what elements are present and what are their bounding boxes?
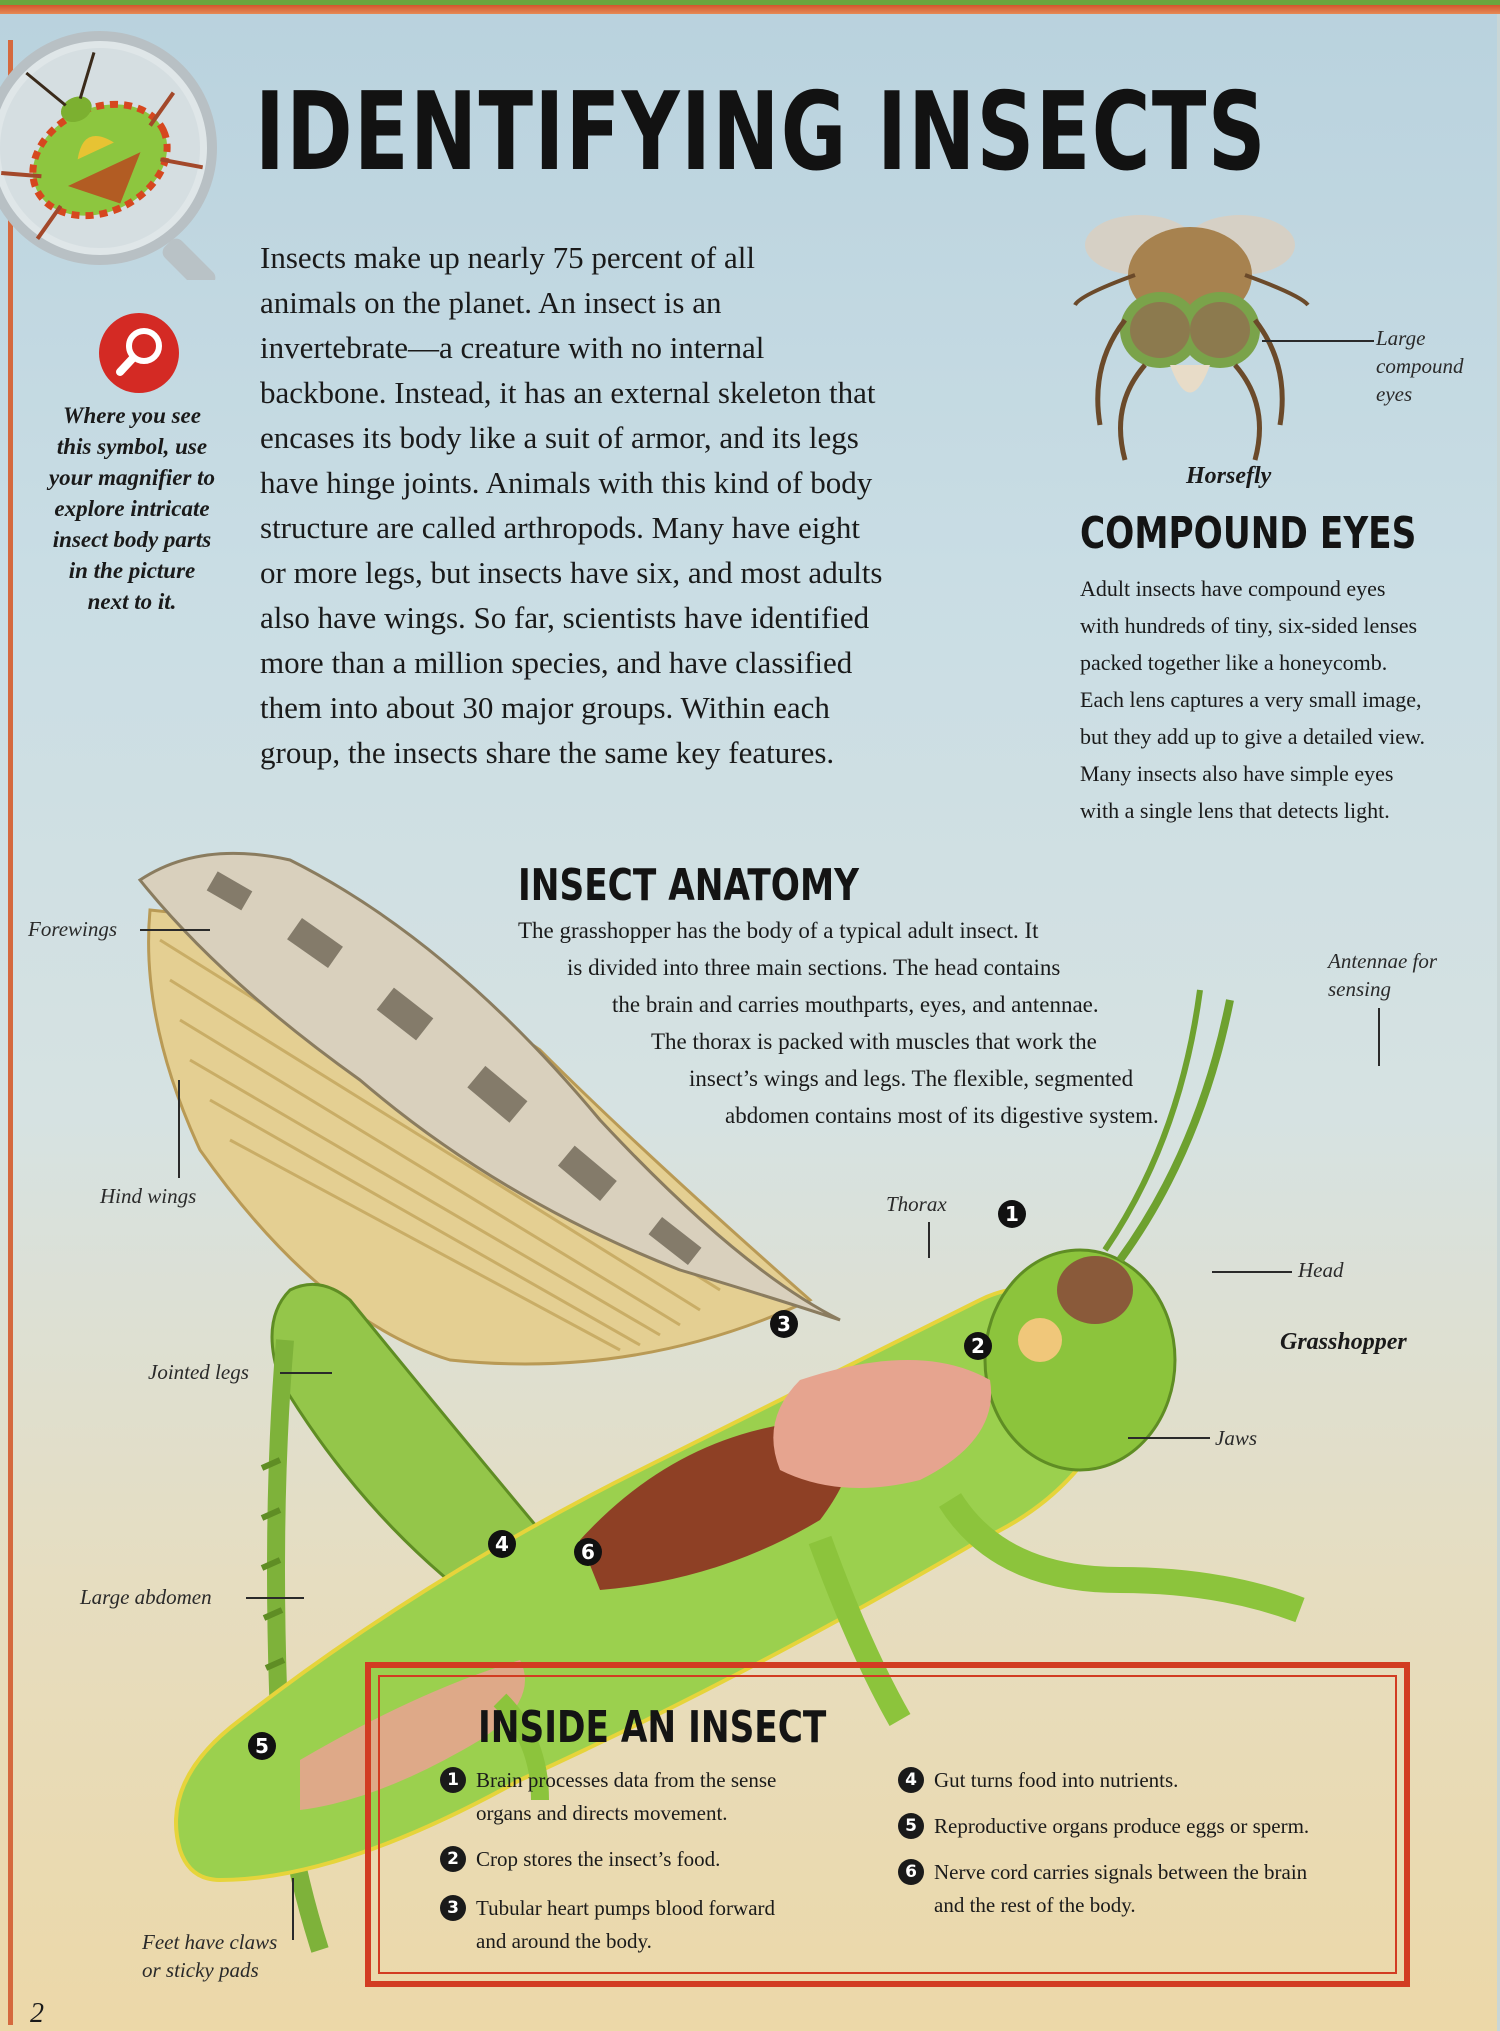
inside-item-4	[898, 1764, 1388, 1797]
antennae-label-line: Antennae for	[1328, 949, 1438, 973]
intro-line: have hinge joints. Animals with this kind of body	[260, 465, 873, 500]
magnifier-note	[22, 400, 242, 617]
eye-label-line: eyes	[1376, 382, 1413, 406]
feet-label	[142, 1928, 277, 1984]
forewings-label: Forewings	[28, 917, 118, 941]
eye-label-leader	[1262, 340, 1374, 342]
marker-4: 4	[495, 1532, 509, 1556]
item-number: 5	[898, 1813, 924, 1839]
magnifier-bug-image	[0, 30, 232, 280]
grasshopper-caption: Grasshopper	[1280, 1329, 1407, 1355]
inside-item-3	[440, 1892, 880, 1958]
item-number: 1	[440, 1767, 466, 1793]
thorax-leader	[928, 1222, 930, 1258]
compound-line: Adult insects have compound eyes	[1080, 576, 1386, 601]
inside-item-6	[898, 1856, 1388, 1922]
top-frame-stripe	[0, 0, 1500, 14]
marker-5: 5	[255, 1734, 269, 1758]
magnifier-icon	[98, 312, 180, 394]
intro-paragraph	[260, 235, 1020, 775]
intro-line: more than a million species, and have classified	[260, 645, 853, 680]
intro-line: also have wings. So far, scientists have identified	[260, 600, 870, 635]
item-line: Brain processes data from the sense	[476, 1768, 777, 1792]
item-number: 3	[440, 1895, 466, 1921]
head-leader	[1212, 1271, 1292, 1273]
antennae-label-line: sensing	[1328, 977, 1391, 1001]
compound-line: with a single lens that detects light.	[1080, 798, 1390, 823]
feet-label-line: or sticky pads	[142, 1958, 259, 1982]
compound-line: but they add up to give a detailed view.	[1080, 724, 1425, 749]
note-line: Where you see	[63, 403, 201, 428]
item-number: 4	[898, 1767, 924, 1793]
eye-label	[1376, 324, 1464, 408]
intro-line: invertebrate—a creature with no internal	[260, 330, 765, 365]
feet-label-line: Feet have claws	[142, 1930, 278, 1954]
note-line: insect body parts	[52, 527, 212, 552]
item-line: and around the body.	[476, 1929, 652, 1953]
compound-eyes-heading: COMPOUND EYES	[1080, 508, 1417, 559]
hind-wings-leader	[178, 1080, 180, 1178]
compound-line: Each lens captures a very small image,	[1080, 687, 1422, 712]
intro-line: animals on the planet. An insect is an	[260, 285, 722, 320]
jointed-legs-label: Jointed legs	[148, 1360, 249, 1384]
item-line: Tubular heart pumps blood forward	[476, 1896, 776, 1920]
thorax-label: Thorax	[886, 1192, 947, 1216]
left-frame-stripe	[8, 40, 13, 2025]
note-line: next to it.	[87, 589, 177, 614]
anatomy-line: is divided into three main sections. The head contains	[567, 955, 1061, 980]
eye-label-line: compound	[1376, 354, 1464, 378]
item-line: and the rest of the body.	[934, 1893, 1136, 1917]
item-line: Crop stores the insect’s food.	[476, 1847, 721, 1871]
jointed-legs-leader	[280, 1372, 332, 1374]
inside-item-5	[898, 1810, 1388, 1843]
intro-line: structure are called arthropods. Many have eight	[260, 510, 860, 545]
item-line: organs and directs movement.	[476, 1801, 728, 1825]
intro-line: them into about 30 major groups. Within each	[260, 690, 830, 725]
marker-3: 3	[777, 1312, 791, 1336]
antennae-leader	[1378, 1008, 1380, 1066]
large-abdomen-leader	[246, 1597, 304, 1599]
forewings-leader	[140, 929, 210, 931]
intro-line: encases its body like a suit of armor, and its legs	[260, 420, 859, 455]
compound-line: with hundreds of tiny, six-sided lenses	[1080, 613, 1418, 638]
page-number: 2	[30, 1998, 44, 2029]
insect-anatomy-heading: INSECT ANATOMY	[518, 860, 859, 911]
marker-6: 6	[581, 1540, 595, 1564]
antennae-label	[1328, 947, 1437, 1003]
intro-line: or more legs, but insects have six, and most adults	[260, 555, 883, 590]
compound-eyes-text	[1080, 570, 1490, 829]
feet-leader	[292, 1878, 294, 1940]
item-number: 6	[898, 1859, 924, 1885]
marker-1: 1	[1005, 1202, 1019, 1226]
inside-item-1	[440, 1764, 880, 1830]
item-number: 2	[440, 1846, 466, 1872]
inside-an-insect-heading: INSIDE AN INSECT	[478, 1702, 827, 1753]
compound-line: Many insects also have simple eyes	[1080, 761, 1394, 786]
note-line: this symbol, use	[56, 434, 208, 459]
jaws-leader	[1128, 1437, 1210, 1439]
note-line: explore intricate	[54, 496, 210, 521]
marker-2: 2	[971, 1334, 985, 1358]
anatomy-line: abdomen contains most of its digestive system.	[725, 1103, 1159, 1128]
eye-label-line: Large	[1376, 326, 1426, 350]
anatomy-line: the brain and carries mouthparts, eyes, and antennae.	[612, 992, 1099, 1017]
horsefly-caption: Horsefly	[1186, 463, 1272, 489]
anatomy-line: The thorax is packed with muscles that work the	[651, 1029, 1097, 1054]
hind-wings-label: Hind wings	[100, 1184, 197, 1208]
item-line: Nerve cord carries signals between the brain	[934, 1860, 1308, 1884]
note-line: in the picture	[68, 558, 196, 583]
jaws-label: Jaws	[1215, 1426, 1257, 1450]
anatomy-line: The grasshopper has the body of a typical adult insect. It	[518, 918, 1039, 943]
item-line: Reproductive organs produce eggs or sperm.	[934, 1814, 1310, 1838]
anatomy-line: insect’s wings and legs. The flexible, segmented	[689, 1066, 1134, 1091]
inside-item-2	[440, 1843, 880, 1876]
head-label: Head	[1298, 1258, 1344, 1282]
intro-line: group, the insects share the same key features.	[260, 735, 835, 770]
intro-line: backbone. Instead, it has an external skeleton that	[260, 375, 876, 410]
compound-line: packed together like a honeycomb.	[1080, 650, 1388, 675]
intro-line: Insects make up nearly 75 percent of all	[260, 240, 755, 275]
large-abdomen-label: Large abdomen	[80, 1585, 212, 1609]
page-title: IDENTIFYING INSECTS	[255, 70, 1267, 195]
note-line: your magnifier to	[48, 465, 216, 490]
item-line: Gut turns food into nutrients.	[934, 1768, 1179, 1792]
